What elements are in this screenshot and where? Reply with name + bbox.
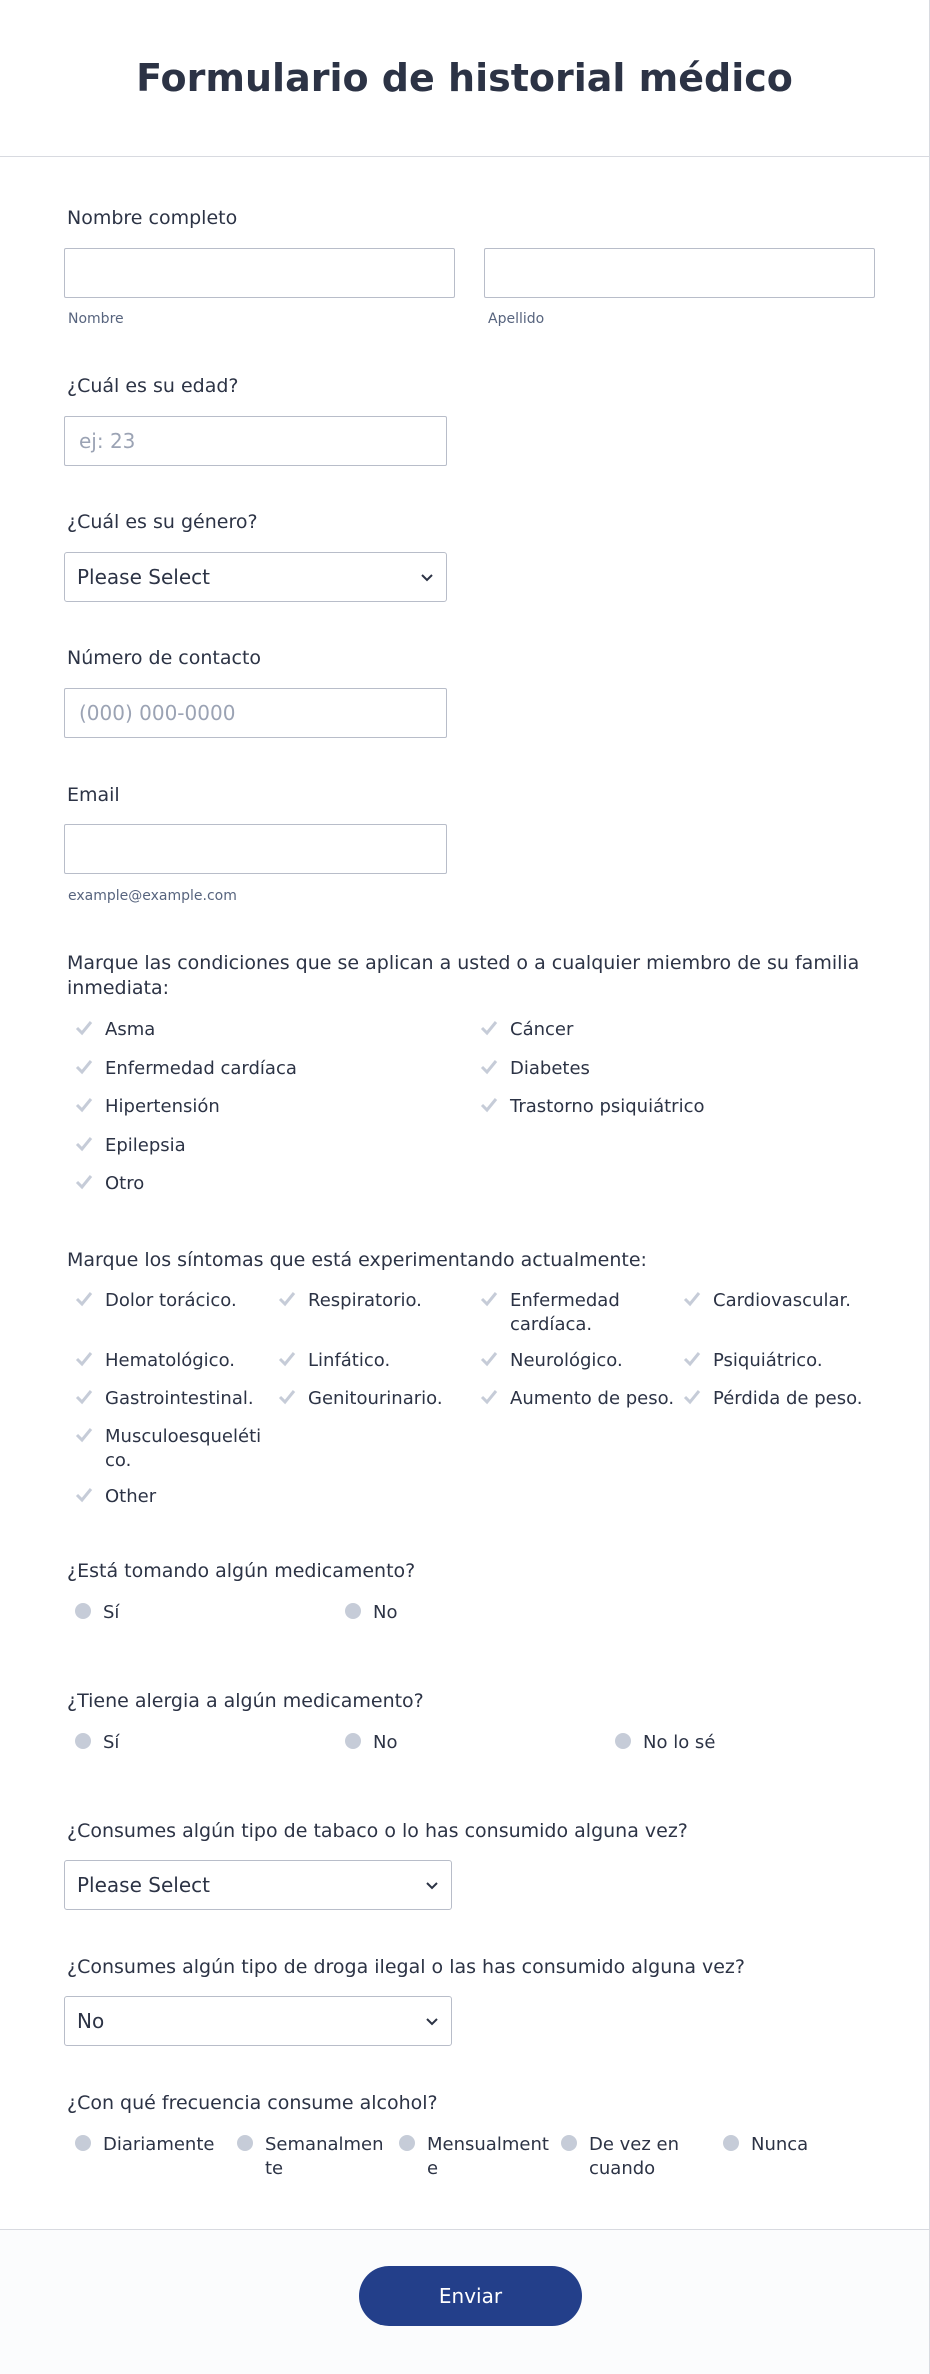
email-sublabel: example@example.com: [68, 888, 237, 904]
check-icon: [278, 1388, 296, 1406]
condition-option-diabetes[interactable]: Diabetes: [472, 1057, 590, 1081]
drugs-select[interactable]: [64, 1996, 452, 2046]
symptom-option-enfermedad-cardiaca[interactable]: Enfermedad cardíaca.: [472, 1289, 662, 1337]
check-icon: [75, 1290, 93, 1308]
check-icon: [480, 1096, 498, 1114]
symptom-option-genitourinario[interactable]: Genitourinario.: [270, 1387, 443, 1411]
check-icon: [75, 1135, 93, 1153]
condition-option-trastorno-psiquiatrico[interactable]: Trastorno psiquiátrico: [472, 1095, 705, 1119]
symptom-option-respiratorio[interactable]: Respiratorio.: [270, 1289, 422, 1313]
symptom-option-psiquiatrico[interactable]: Psiquiátrico.: [675, 1349, 823, 1373]
chevron-down-icon: [425, 1878, 439, 1892]
conditions-label: Marque las condiciones que se aplican a usted o a cualquier miembro de su familia inmediata:: [67, 952, 860, 999]
check-icon: [75, 1096, 93, 1114]
check-icon: [75, 1173, 93, 1191]
check-icon: [278, 1290, 296, 1308]
age-input[interactable]: [64, 416, 447, 466]
radio-icon: [75, 1733, 91, 1749]
condition-option-otro[interactable]: Otro: [67, 1172, 144, 1196]
check-icon: [683, 1290, 701, 1308]
symptom-option-hematologico[interactable]: Hematológico.: [67, 1349, 235, 1373]
tobacco-select-value: Please Select: [77, 1873, 210, 1897]
check-icon: [683, 1350, 701, 1368]
gender-select-value: Please Select: [77, 565, 210, 589]
condition-option-enfermedad-cardiaca[interactable]: Enfermedad cardíaca: [67, 1057, 297, 1081]
first-name-input[interactable]: [64, 248, 455, 298]
check-icon: [75, 1486, 93, 1504]
symptom-option-musculoesqueletico[interactable]: Musculoesqueléti co.: [67, 1425, 267, 1473]
allergy-label: ¿Tiene alergia a algún medicamento?: [67, 1690, 424, 1712]
submit-button[interactable]: Enviar: [359, 2266, 582, 2326]
check-icon: [278, 1350, 296, 1368]
tobacco-select[interactable]: [64, 1860, 452, 1910]
last-name-input[interactable]: [484, 248, 875, 298]
symptom-option-linfatico[interactable]: Linfático.: [270, 1349, 390, 1373]
check-icon: [480, 1290, 498, 1308]
check-icon: [480, 1019, 498, 1037]
radio-icon: [237, 2135, 253, 2151]
medication-option-si[interactable]: Sí: [67, 1601, 119, 1625]
alcohol-option-mensualmente[interactable]: Mensualment e: [391, 2133, 551, 2181]
check-icon: [75, 1058, 93, 1076]
symptom-option-cardiovascular[interactable]: Cardiovascular.: [675, 1289, 851, 1313]
page-title: Formulario de historial médico: [136, 56, 793, 100]
age-placeholder: ej: 23: [79, 429, 136, 453]
check-icon: [75, 1388, 93, 1406]
allergy-option-no-lo-se[interactable]: No lo sé: [607, 1731, 715, 1755]
alcohol-option-nunca[interactable]: Nunca: [715, 2133, 808, 2157]
symptom-option-neurologico[interactable]: Neurológico.: [472, 1349, 623, 1373]
symptom-option-aumento-de-peso[interactable]: Aumento de peso.: [472, 1387, 674, 1411]
tobacco-label: ¿Consumes algún tipo de tabaco o lo has consumido alguna vez?: [67, 1820, 688, 1842]
first-name-sublabel: Nombre: [68, 311, 124, 327]
chevron-down-icon: [425, 2014, 439, 2028]
radio-icon: [75, 1603, 91, 1619]
medication-option-no[interactable]: No: [337, 1601, 397, 1625]
alcohol-label: ¿Con qué frecuencia consume alcohol?: [67, 2092, 438, 2114]
radio-icon: [345, 1603, 361, 1619]
radio-icon: [75, 2135, 91, 2151]
check-icon: [75, 1426, 93, 1444]
condition-option-hipertension[interactable]: Hipertensión: [67, 1095, 220, 1119]
form-header: [0, 0, 929, 157]
condition-option-asma[interactable]: Asma: [67, 1018, 155, 1042]
email-label: Email: [67, 784, 120, 806]
allergy-option-si[interactable]: Sí: [67, 1731, 119, 1755]
check-icon: [480, 1388, 498, 1406]
chevron-down-icon: [420, 570, 434, 584]
drugs-label: ¿Consumes algún tipo de droga ilegal o las has consumido alguna vez?: [67, 1956, 745, 1978]
last-name-sublabel: Apellido: [488, 311, 545, 327]
symptom-option-other[interactable]: Other: [67, 1485, 156, 1509]
condition-option-cancer[interactable]: Cáncer: [472, 1018, 573, 1042]
symptom-option-perdida-de-peso[interactable]: Pérdida de peso.: [675, 1387, 863, 1411]
radio-icon: [399, 2135, 415, 2151]
drugs-select-value: No: [77, 2009, 105, 2033]
phone-input[interactable]: [64, 688, 447, 738]
age-label: ¿Cuál es su edad?: [67, 375, 239, 397]
check-icon: [75, 1350, 93, 1368]
check-icon: [683, 1388, 701, 1406]
radio-icon: [561, 2135, 577, 2151]
alcohol-option-semanalmente[interactable]: Semanalmen te: [229, 2133, 389, 2181]
phone-label: Número de contacto: [67, 647, 262, 669]
check-icon: [75, 1019, 93, 1037]
symptoms-label: Marque los síntomas que está experimentando actualmente:: [67, 1249, 647, 1271]
check-icon: [480, 1350, 498, 1368]
gender-label: ¿Cuál es su género?: [67, 511, 258, 533]
alcohol-option-diariamente[interactable]: Diariamente: [67, 2133, 214, 2157]
check-icon: [480, 1058, 498, 1076]
alcohol-option-de-vez-en-cuando[interactable]: De vez en cuando: [553, 2133, 713, 2181]
gender-select[interactable]: [64, 552, 447, 602]
allergy-option-no[interactable]: No: [337, 1731, 397, 1755]
radio-icon: [723, 2135, 739, 2151]
symptom-option-gastrointestinal[interactable]: Gastrointestinal.: [67, 1387, 254, 1411]
condition-option-epilepsia[interactable]: Epilepsia: [67, 1134, 186, 1158]
medication-label: ¿Está tomando algún medicamento?: [67, 1560, 416, 1582]
full-name-label: Nombre completo: [67, 207, 238, 229]
radio-icon: [345, 1733, 361, 1749]
symptom-option-dolor-toracico[interactable]: Dolor torácico.: [67, 1289, 237, 1313]
phone-placeholder: (000) 000-0000: [79, 701, 236, 725]
radio-icon: [615, 1733, 631, 1749]
email-input[interactable]: [64, 824, 447, 874]
